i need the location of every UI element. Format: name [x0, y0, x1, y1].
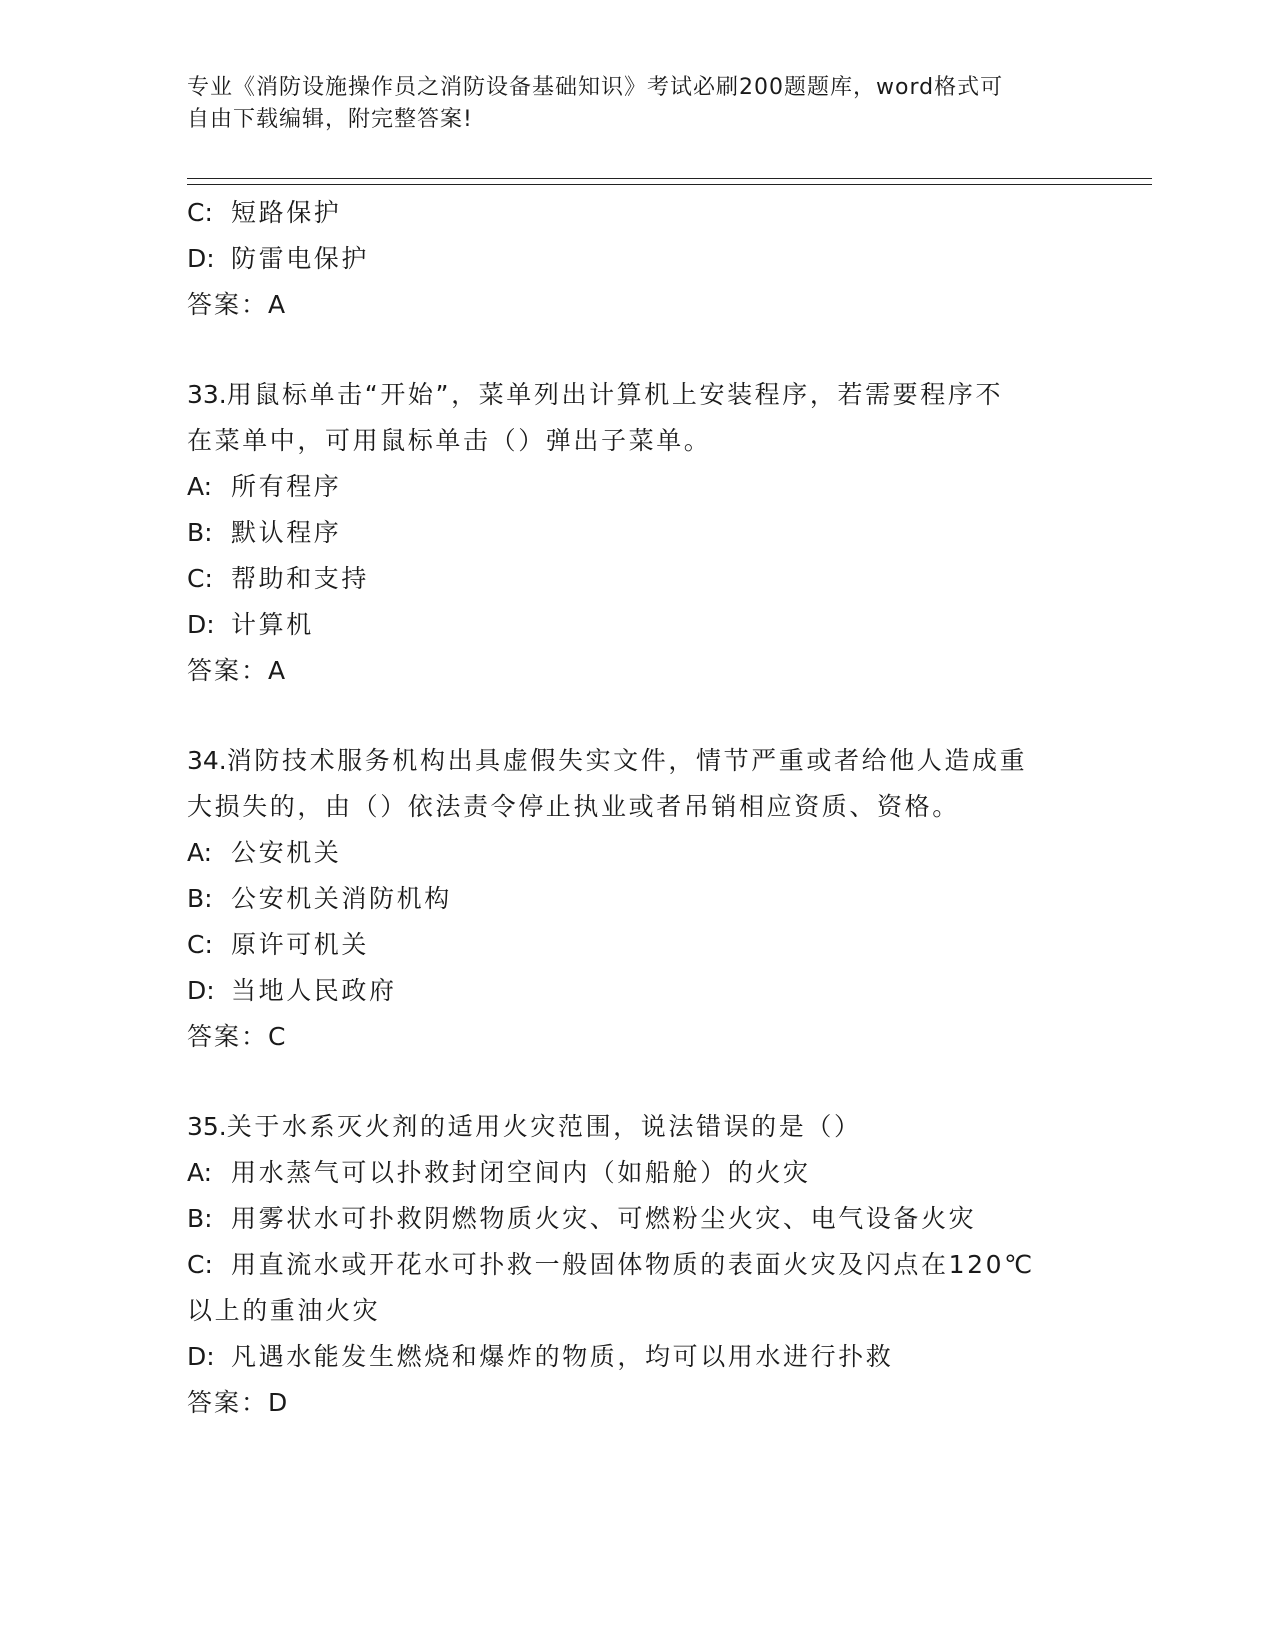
- option-text: 帮助和支持: [231, 564, 370, 593]
- option-a: [187, 1150, 1087, 1196]
- option-b: [187, 1196, 1087, 1242]
- option-text: 原许可机关: [231, 930, 370, 959]
- option-key: B:: [187, 1204, 213, 1233]
- question-number: 35.: [187, 1112, 227, 1141]
- option-text: 短路保护: [231, 198, 342, 227]
- option-text: 计算机: [231, 610, 314, 639]
- option-key: D:: [187, 1342, 215, 1371]
- answer-line: 答案：C: [187, 1022, 288, 1051]
- option-key: D:: [187, 244, 215, 273]
- option-text: 凡遇水能发生燃烧和爆炸的物质，均可以用水进行扑救: [231, 1342, 894, 1371]
- option-text: 所有程序: [231, 472, 342, 501]
- prev-question-block: [187, 190, 1087, 328]
- option-key: B:: [187, 884, 213, 913]
- question-stem-line-1: 用鼠标单击“开始”，菜单列出计算机上安装程序，若需要程序不: [226, 380, 1004, 409]
- option-key: C:: [187, 930, 213, 959]
- option-c: [187, 922, 1087, 968]
- question-34: [187, 738, 1087, 1060]
- question-number: 33.: [187, 380, 227, 409]
- option-text: 默认程序: [231, 518, 342, 547]
- question-stem-line-1: 消防技术服务机构出具虚假失实文件，情节严重或者给他人造成重: [226, 746, 1028, 775]
- option-key: C:: [187, 1250, 213, 1279]
- option-key: C:: [187, 198, 213, 227]
- option-d: [187, 602, 1087, 648]
- option-text: 公安机关消防机构: [231, 884, 452, 913]
- option-key: C:: [187, 564, 213, 593]
- question-stem: [187, 1104, 1087, 1150]
- option-a: [187, 464, 1087, 510]
- spacer: [187, 694, 1087, 738]
- option-text: 用雾状水可扑救阴燃物质火灾、可燃粉尘火灾、电气设备火灾: [231, 1204, 977, 1233]
- option-text: 用水蒸气可以扑救封闭空间内（如船舱）的火灾: [231, 1158, 811, 1187]
- option-text: 防雷电保护: [231, 244, 370, 273]
- answer-line: 答案：A: [187, 290, 288, 319]
- answer-line: 答案：D: [187, 1388, 290, 1417]
- option-key: A:: [187, 838, 213, 867]
- question-stem: [187, 738, 1087, 784]
- option-text: 当地人民政府: [231, 976, 397, 1005]
- option-key: A:: [187, 472, 213, 501]
- spacer: [187, 1060, 1087, 1104]
- option-text: 用直流水或开花水可扑救一般固体物质的表面火灾及闪点在120℃: [231, 1250, 1035, 1279]
- option-d: [187, 1334, 1087, 1380]
- option-key: D:: [187, 976, 215, 1005]
- option-d: [187, 968, 1087, 1014]
- header-title-line-1: 专业《消防设施操作员之消防设备基础知识》考试必刷200题题库，word格式可: [187, 75, 1004, 100]
- question-stem-line-1: 关于水系灭火剂的适用火灾范围，说法错误的是（）: [226, 1112, 862, 1141]
- option-c: [187, 1242, 1087, 1288]
- option-key: B:: [187, 518, 213, 547]
- option-b: [187, 510, 1087, 556]
- option-c: [187, 190, 1087, 236]
- question-33: [187, 372, 1087, 694]
- option-c-continuation: 以上的重油火灾: [187, 1296, 381, 1325]
- option-key: A:: [187, 1158, 213, 1187]
- document-header: [187, 72, 1067, 136]
- answer-line: 答案：A: [187, 656, 288, 685]
- option-d: [187, 236, 1087, 282]
- option-key: D:: [187, 610, 215, 639]
- question-content: [187, 190, 1087, 1426]
- question-stem-line-2: 大损失的，由（）依法责令停止执业或者吊销相应资质、资格。: [187, 792, 960, 821]
- spacer: [187, 328, 1087, 372]
- question-35: [187, 1104, 1087, 1426]
- option-a: [187, 830, 1087, 876]
- header-double-rule: [187, 178, 1152, 185]
- header-title-line-2: 自由下载编辑，附完整答案!: [187, 107, 473, 132]
- option-b: [187, 876, 1087, 922]
- question-number: 34.: [187, 746, 227, 775]
- option-c: [187, 556, 1087, 602]
- option-text: 公安机关: [231, 838, 342, 867]
- question-stem-line-2: 在菜单中，可用鼠标单击（）弹出子菜单。: [187, 426, 712, 455]
- question-stem: [187, 372, 1087, 418]
